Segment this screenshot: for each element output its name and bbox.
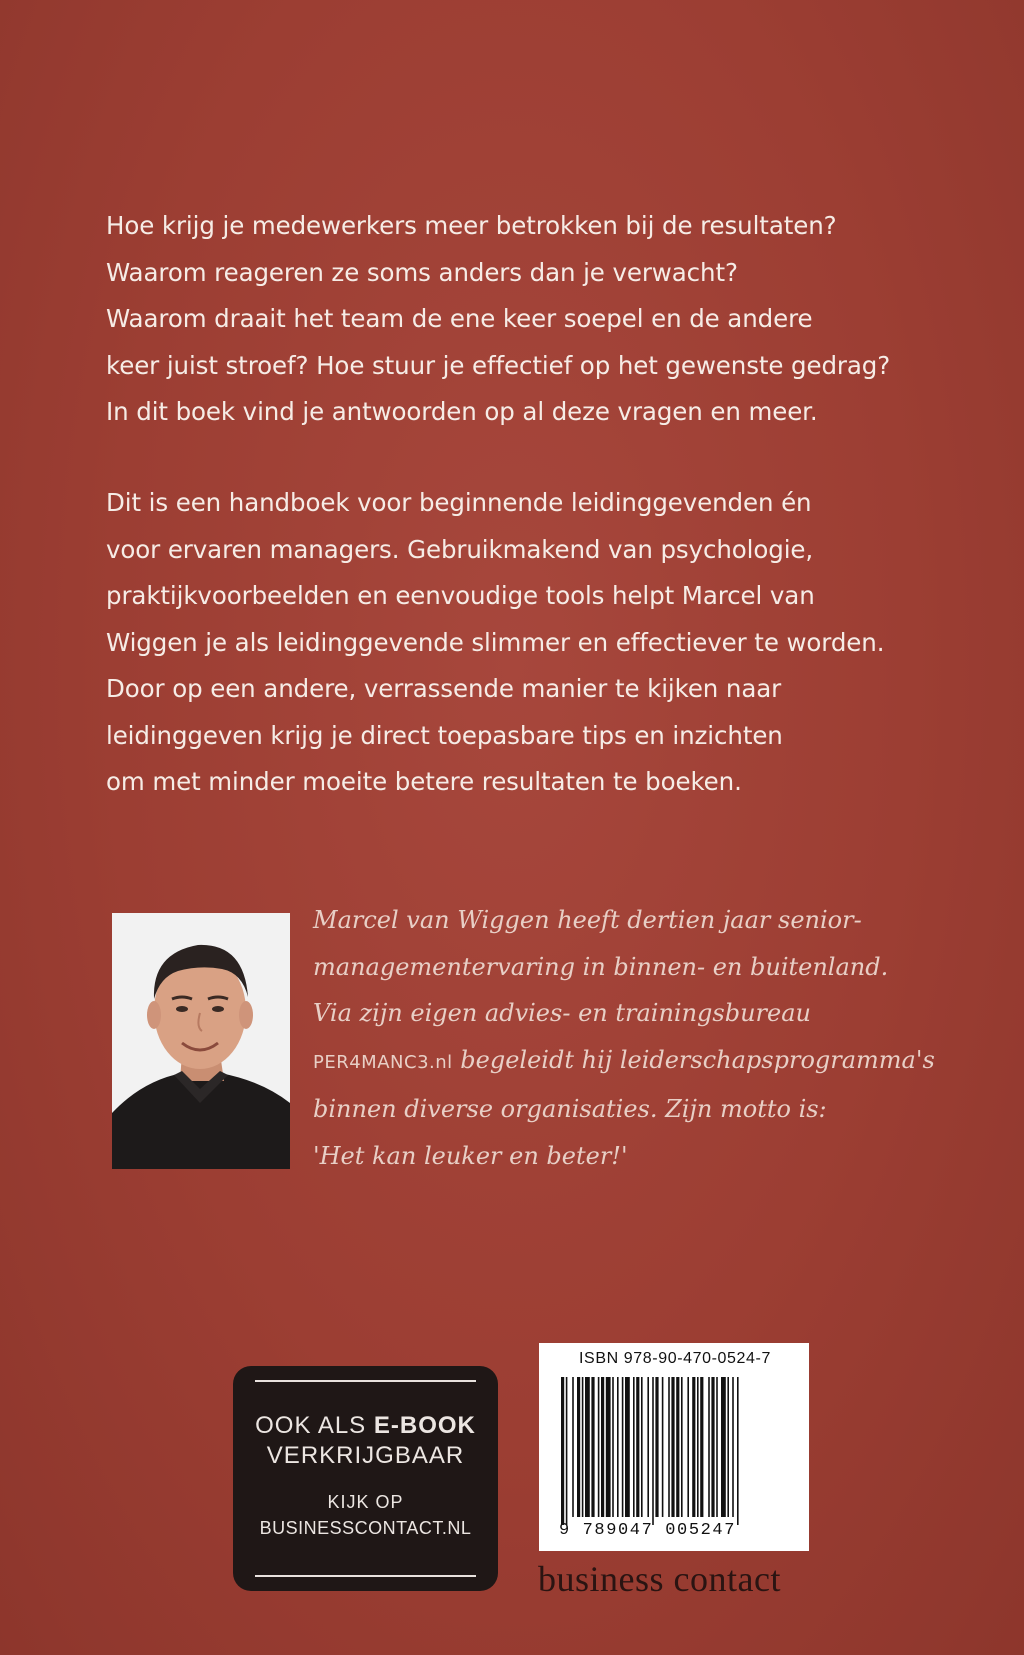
barcode-bar <box>591 1377 594 1517</box>
barcode-bar <box>727 1377 729 1517</box>
barcode-bar <box>700 1377 703 1517</box>
ebook-notice-box <box>233 1366 498 1591</box>
blurb-line: Wiggen je als leidinggevende slimmer en effectiever te worden. <box>106 627 885 657</box>
blurb-paragraph-2 <box>106 480 966 806</box>
blurb-line: leidinggeven krijg je direct toepasbare tips en inzichten <box>106 720 783 750</box>
blurb-line: om met minder moeite betere resultaten te boeken. <box>106 767 742 796</box>
ebook-line-1 <box>233 1412 498 1440</box>
barcode-bar <box>721 1377 726 1517</box>
barcode-bar <box>633 1377 635 1517</box>
ebook-rule-top <box>255 1380 476 1382</box>
website-name: PER4MANC3.nl <box>313 1051 453 1073</box>
author-bio <box>313 897 1013 1179</box>
barcode-bar <box>662 1377 664 1517</box>
bio-line <box>313 1037 1013 1087</box>
barcode-bar <box>612 1377 614 1517</box>
barcode-bar <box>606 1377 611 1517</box>
barcode-bar <box>671 1377 674 1517</box>
barcode-bar <box>655 1377 658 1517</box>
blurb-line: Hoe krijg je medewerkers meer betrokken bij de resultaten? <box>106 211 837 240</box>
barcode-bar <box>708 1377 710 1517</box>
blurb-line: keer juist stroef? Hoe stuur je effectief op het gewenste gedrag? <box>106 350 891 380</box>
ebook-website: BUSINESSCONTACT.NL <box>259 1518 472 1538</box>
bio-line: Via zijn eigen advies- en trainingsbureau <box>313 999 811 1027</box>
isbn-number: ISBN 978-90-470-0524-7 <box>579 1350 771 1367</box>
ebook-rule-bottom <box>255 1575 476 1577</box>
barcode-bar <box>647 1377 649 1517</box>
author-portrait-icon <box>112 913 290 1169</box>
barcode-bar <box>687 1377 689 1517</box>
barcode-digits: 9 789047 005247 <box>559 1521 737 1540</box>
bio-line-rest: begeleidt hij leiderschapsprogramma's <box>452 1045 935 1074</box>
blurb-line: Dit is een handboek voor beginnende leidinggevenden én <box>106 488 812 517</box>
barcode-bar <box>572 1377 574 1517</box>
barcode-bar <box>711 1377 714 1517</box>
isbn-barcode <box>539 1343 809 1551</box>
author-photo <box>112 913 290 1169</box>
barcode-bar <box>636 1377 639 1517</box>
barcode-bar <box>625 1377 630 1517</box>
bio-line: managementervaring in binnen- en buitenland. <box>313 952 889 981</box>
bio-line: Marcel van Wiggen heeft dertien jaar senior- <box>313 906 862 934</box>
barcode-bar <box>652 1377 654 1525</box>
blurb-line: Door op een andere, verrassende manier te kijken naar <box>106 674 782 703</box>
barcode-bar <box>617 1377 619 1517</box>
barcode-bar <box>641 1377 643 1517</box>
barcode-bar <box>681 1377 683 1517</box>
barcode-bar <box>697 1377 699 1517</box>
barcode-bar <box>585 1377 590 1517</box>
barcode-bar <box>561 1377 564 1525</box>
barcode-bar <box>582 1377 584 1517</box>
blurb-line: praktijkvoorbeelden en eenvoudige tools helpt Marcel van <box>106 581 815 610</box>
barcode-bars-icon <box>539 1343 809 1551</box>
ebook-line-1-bold: E-BOOK <box>373 1412 476 1439</box>
ebook-line-3: KIJK OP <box>327 1492 404 1512</box>
barcode-bar <box>668 1377 670 1517</box>
barcode-bar <box>676 1377 679 1517</box>
blurb-line: voor ervaren managers. Gebruikmakend van psychologie, <box>106 534 814 564</box>
barcode-bar <box>598 1377 600 1517</box>
barcode-bar <box>601 1377 604 1517</box>
blurb-line: Waarom reageren ze soms anders dan je verwacht? <box>106 257 738 287</box>
barcode-bar <box>577 1377 580 1517</box>
barcode-bar <box>732 1377 734 1517</box>
bio-line: binnen diverse organisaties. Zijn motto is: <box>313 1095 827 1123</box>
publisher-logo: business contact <box>538 1559 781 1599</box>
barcode-bar <box>737 1377 739 1525</box>
blurb-line: Waarom draait het team de ene keer soepel en de andere <box>106 304 813 333</box>
barcode-bar <box>622 1377 624 1517</box>
ebook-line-1-prefix: OOK ALS <box>255 1412 374 1439</box>
bio-line: 'Het kan leuker en beter!' <box>313 1141 628 1170</box>
blurb-paragraph-1 <box>106 203 966 436</box>
ebook-line-2: VERKRIJGBAAR <box>266 1442 465 1469</box>
barcode-bar <box>716 1377 718 1517</box>
barcode-bar <box>692 1377 695 1517</box>
barcode-bar <box>566 1377 568 1525</box>
blurb-line: In dit boek vind je antwoorden op al deze vragen en meer. <box>106 397 818 426</box>
